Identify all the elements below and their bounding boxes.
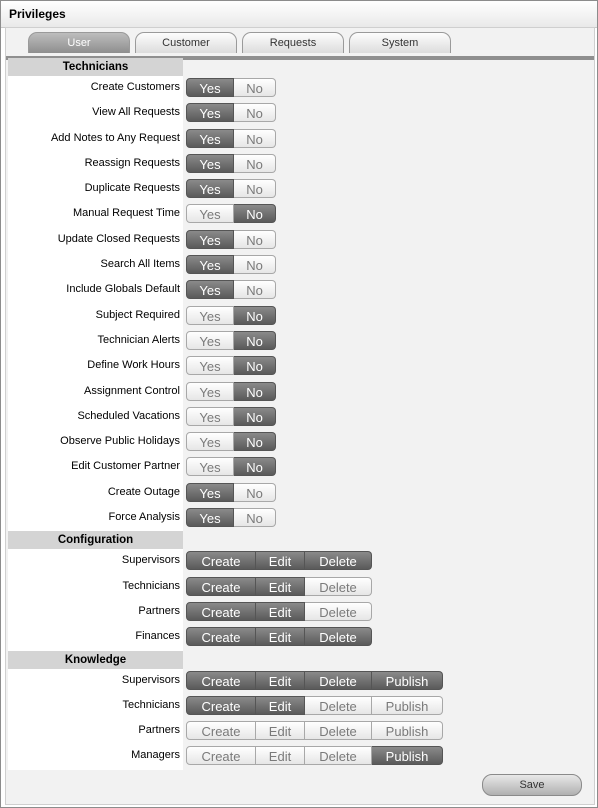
yes-button[interactable]: Yes bbox=[186, 179, 234, 198]
no-button[interactable]: No bbox=[234, 483, 276, 502]
no-button[interactable]: No bbox=[234, 204, 276, 223]
technicians-row-search-all-items bbox=[8, 253, 592, 278]
row-label: Technicians bbox=[122, 698, 180, 711]
yes-no-toggle[interactable] bbox=[186, 483, 276, 502]
no-button[interactable]: No bbox=[234, 230, 276, 249]
row-label: Partners bbox=[138, 604, 180, 617]
publish-button[interactable]: Publish bbox=[372, 671, 443, 690]
yes-no-toggle[interactable] bbox=[186, 457, 276, 476]
yes-no-toggle[interactable] bbox=[186, 407, 276, 426]
edit-button[interactable]: Edit bbox=[256, 577, 305, 596]
no-button[interactable]: No bbox=[234, 255, 276, 274]
tab-requests[interactable]: Requests bbox=[242, 32, 344, 53]
permission-toggle-group[interactable] bbox=[186, 551, 372, 570]
no-button[interactable]: No bbox=[234, 331, 276, 350]
delete-button[interactable]: Delete bbox=[305, 721, 372, 740]
row-label: Force Analysis bbox=[108, 511, 180, 524]
row-label: View All Requests bbox=[92, 106, 180, 119]
row-label: Define Work Hours bbox=[87, 359, 180, 372]
row-label: Include Globals Default bbox=[66, 283, 180, 296]
no-button[interactable]: No bbox=[234, 356, 276, 375]
yes-button[interactable]: Yes bbox=[186, 483, 234, 502]
row-label: Edit Customer Partner bbox=[71, 460, 180, 473]
edit-button[interactable]: Edit bbox=[256, 627, 305, 646]
edit-button[interactable]: Edit bbox=[256, 721, 305, 740]
delete-button[interactable]: Delete bbox=[305, 671, 372, 690]
yes-button[interactable]: Yes bbox=[186, 78, 234, 97]
edit-button[interactable]: Edit bbox=[256, 551, 305, 570]
delete-button[interactable]: Delete bbox=[305, 746, 372, 765]
row-label: Create Outage bbox=[107, 485, 180, 498]
row-label: Manual Request Time bbox=[73, 207, 180, 220]
row-label: Assignment Control bbox=[84, 384, 180, 397]
configuration-row-partners bbox=[8, 600, 592, 625]
yes-button[interactable]: Yes bbox=[186, 103, 234, 122]
permission-toggle-group[interactable] bbox=[186, 746, 443, 765]
technicians-row-view-all-requests bbox=[8, 101, 592, 126]
create-button[interactable]: Create bbox=[186, 602, 256, 621]
tab-customer[interactable]: Customer bbox=[135, 32, 237, 53]
edit-button[interactable]: Edit bbox=[256, 602, 305, 621]
yes-button[interactable]: Yes bbox=[186, 129, 234, 148]
row-label: Add Notes to Any Request bbox=[50, 131, 180, 144]
technicians-row-assignment-control bbox=[8, 380, 592, 405]
yes-button[interactable]: Yes bbox=[186, 154, 234, 173]
yes-no-toggle[interactable] bbox=[186, 154, 276, 173]
technicians-row-create-outage bbox=[8, 481, 592, 506]
yes-button[interactable]: Yes bbox=[186, 230, 234, 249]
row-label: Technician Alerts bbox=[97, 333, 180, 346]
permission-toggle-group[interactable] bbox=[186, 627, 372, 646]
privileges-panel bbox=[5, 27, 595, 805]
technicians-rows bbox=[8, 76, 592, 531]
delete-button[interactable]: Delete bbox=[305, 696, 372, 715]
no-button[interactable]: No bbox=[234, 78, 276, 97]
section-knowledge-title: Knowledge bbox=[8, 651, 183, 669]
title-bar bbox=[1, 1, 597, 28]
create-button[interactable]: Create bbox=[186, 671, 256, 690]
technicians-row-observe-public-holidays bbox=[8, 430, 592, 455]
technicians-row-edit-customer-partner bbox=[8, 455, 592, 480]
yes-no-toggle[interactable] bbox=[186, 179, 276, 198]
technicians-row-technician-alerts bbox=[8, 329, 592, 354]
create-button[interactable]: Create bbox=[186, 696, 256, 715]
yes-button[interactable]: Yes bbox=[186, 356, 234, 375]
no-button[interactable]: No bbox=[234, 103, 276, 122]
row-label: Scheduled Vacations bbox=[77, 409, 180, 422]
edit-button[interactable]: Edit bbox=[256, 746, 305, 765]
row-label: Duplicate Requests bbox=[84, 182, 180, 195]
row-label: Finances bbox=[135, 630, 180, 643]
row-label: Reassign Requests bbox=[84, 156, 180, 169]
yes-no-toggle[interactable] bbox=[186, 508, 276, 527]
yes-no-toggle[interactable] bbox=[186, 432, 276, 451]
configuration-row-supervisors bbox=[8, 549, 592, 574]
no-button[interactable]: No bbox=[234, 382, 276, 401]
save-button[interactable]: Save bbox=[482, 774, 582, 796]
tab-system[interactable]: System bbox=[349, 32, 451, 53]
delete-button[interactable]: Delete bbox=[305, 551, 372, 570]
publish-button[interactable]: Publish bbox=[372, 721, 443, 740]
no-button[interactable]: No bbox=[234, 129, 276, 148]
row-label: Subject Required bbox=[95, 308, 180, 321]
configuration-row-finances bbox=[8, 625, 592, 650]
yes-no-toggle[interactable] bbox=[186, 230, 276, 249]
row-label: Partners bbox=[138, 724, 180, 737]
tab-bar bbox=[6, 32, 594, 54]
tab-user[interactable]: User bbox=[28, 32, 130, 53]
edit-button[interactable]: Edit bbox=[256, 671, 305, 690]
create-button[interactable]: Create bbox=[186, 627, 256, 646]
row-label: Create Customers bbox=[90, 81, 180, 93]
row-label: Supervisors bbox=[121, 554, 180, 567]
yes-button[interactable]: Yes bbox=[186, 407, 234, 426]
row-label: Technicians bbox=[122, 579, 180, 592]
edit-button[interactable]: Edit bbox=[256, 696, 305, 715]
configuration-row-technicians bbox=[8, 575, 592, 600]
no-button[interactable]: No bbox=[234, 508, 276, 527]
knowledge-row-managers bbox=[8, 744, 592, 769]
delete-button[interactable]: Delete bbox=[305, 602, 372, 621]
yes-button[interactable]: Yes bbox=[186, 306, 234, 325]
technicians-row-force-analysis bbox=[8, 506, 592, 531]
technicians-row-subject-required bbox=[8, 304, 592, 329]
row-label: Update Closed Requests bbox=[57, 232, 180, 245]
no-button[interactable]: No bbox=[234, 306, 276, 325]
publish-button[interactable]: Publish bbox=[372, 746, 443, 765]
permission-toggle-group[interactable] bbox=[186, 577, 372, 596]
privileges-content bbox=[8, 58, 592, 770]
yes-button[interactable]: Yes bbox=[186, 280, 234, 299]
technicians-row-reassign-requests bbox=[8, 152, 592, 177]
permission-toggle-group[interactable] bbox=[186, 721, 443, 740]
yes-button[interactable]: Yes bbox=[186, 255, 234, 274]
permission-toggle-group[interactable] bbox=[186, 602, 372, 621]
window-title: Privileges bbox=[9, 7, 66, 21]
technicians-row-manual-request-time bbox=[8, 202, 592, 227]
technicians-row-scheduled-vacations bbox=[8, 405, 592, 430]
knowledge-row-supervisors bbox=[8, 669, 592, 694]
technicians-row-update-closed-requests bbox=[8, 228, 592, 253]
technicians-row-define-work-hours bbox=[8, 354, 592, 379]
create-button[interactable]: Create bbox=[186, 746, 256, 765]
permission-toggle-group[interactable] bbox=[186, 696, 443, 715]
yes-no-toggle[interactable] bbox=[186, 255, 276, 274]
yes-no-toggle[interactable] bbox=[186, 103, 276, 122]
delete-button[interactable]: Delete bbox=[305, 577, 372, 596]
yes-no-toggle[interactable] bbox=[186, 204, 276, 223]
row-label: Search All Items bbox=[100, 258, 180, 271]
row-label: Supervisors bbox=[121, 673, 180, 686]
yes-button[interactable]: Yes bbox=[186, 382, 234, 401]
yes-button[interactable]: Yes bbox=[186, 432, 234, 451]
yes-button[interactable]: Yes bbox=[186, 204, 234, 223]
no-button[interactable]: No bbox=[234, 457, 276, 476]
delete-button[interactable]: Delete bbox=[305, 627, 372, 646]
yes-no-toggle[interactable] bbox=[186, 306, 276, 325]
yes-no-toggle[interactable] bbox=[186, 331, 276, 350]
section-configuration-title: Configuration bbox=[8, 531, 183, 549]
knowledge-row-technicians bbox=[8, 694, 592, 719]
technicians-row-add-notes-to-any-request bbox=[8, 127, 592, 152]
section-technicians-title: Technicians bbox=[8, 58, 183, 76]
yes-no-toggle[interactable] bbox=[186, 280, 276, 299]
technicians-row-duplicate-requests bbox=[8, 177, 592, 202]
no-button[interactable]: No bbox=[234, 280, 276, 299]
no-button[interactable]: No bbox=[234, 154, 276, 173]
permission-toggle-group[interactable] bbox=[186, 671, 443, 690]
technicians-row-include-globals-default bbox=[8, 278, 592, 303]
create-button[interactable]: Create bbox=[186, 577, 256, 596]
publish-button[interactable]: Publish bbox=[372, 696, 443, 715]
create-button[interactable]: Create bbox=[186, 551, 256, 570]
yes-no-toggle[interactable] bbox=[186, 78, 276, 97]
yes-no-toggle[interactable] bbox=[186, 382, 276, 401]
row-label: Observe Public Holidays bbox=[60, 435, 180, 448]
yes-button[interactable]: Yes bbox=[186, 331, 234, 350]
create-button[interactable]: Create bbox=[186, 721, 256, 740]
configuration-rows bbox=[8, 549, 592, 650]
no-button[interactable]: No bbox=[234, 432, 276, 451]
no-button[interactable]: No bbox=[234, 407, 276, 426]
yes-button[interactable]: Yes bbox=[186, 508, 234, 527]
row-label: Managers bbox=[131, 749, 180, 762]
knowledge-row-partners bbox=[8, 719, 592, 744]
no-button[interactable]: No bbox=[234, 179, 276, 198]
yes-no-toggle[interactable] bbox=[186, 129, 276, 148]
knowledge-rows bbox=[8, 669, 592, 770]
yes-button[interactable]: Yes bbox=[186, 457, 234, 476]
yes-no-toggle[interactable] bbox=[186, 356, 276, 375]
technicians-row-create-customers bbox=[8, 76, 592, 101]
